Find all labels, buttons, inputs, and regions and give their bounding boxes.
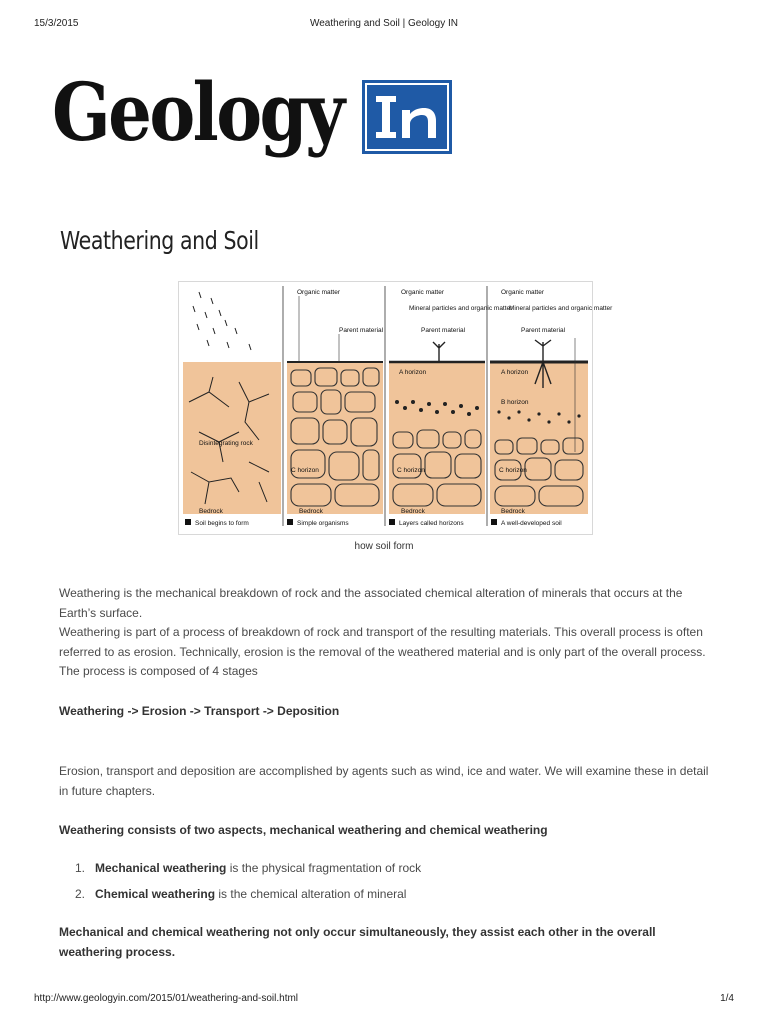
paragraph-agents: Erosion, transport and deposition are accomplished by agents such as wind, ice and water. We will examine these in detail in future chapters. xyxy=(59,764,709,798)
logo-in-badge xyxy=(362,80,452,154)
figure-panel-4-label-mineral-particles: Mineral particles and organic matter xyxy=(509,305,613,312)
soil-formation-figure xyxy=(178,281,613,535)
figure-panel-4-label-a-horizon: A horizon xyxy=(501,369,529,376)
soil-formation-diagram xyxy=(179,282,613,534)
list-number: 2. xyxy=(75,887,86,901)
figure-panel-4-label-parent-material: Parent material xyxy=(521,327,566,334)
post-title: Weathering and Soil xyxy=(60,226,259,255)
print-header xyxy=(34,18,734,32)
figure-caption: how soil form xyxy=(354,541,414,552)
figure-panel-2-label-c-horizon: C horizon xyxy=(291,467,319,474)
figure-panel-4-label-organic-matter: Organic matter xyxy=(501,289,544,296)
print-url[interactable]: http://www.geologyin.com/2015/01/weathering-and-soil.html xyxy=(34,993,299,1004)
list-term: Mechanical weathering xyxy=(95,861,227,875)
print-date: 15/3/2015 xyxy=(34,18,79,29)
paragraph-definition: Weathering is the mechanical breakdown of rock and the associated chemical alteration of minerals that occurs at the Earth’s surface. xyxy=(59,586,683,620)
figure-panel-2-label-organic-matter: Organic matter xyxy=(297,289,340,296)
list-term: Chemical weathering xyxy=(95,887,216,901)
list-item xyxy=(59,859,711,885)
print-page-number: 1/4 xyxy=(720,993,734,1004)
logo-wordmark: Geology xyxy=(52,65,343,159)
list-number: 1. xyxy=(75,861,86,875)
print-footer xyxy=(34,993,734,1007)
conclusion-paragraph: Mechanical and chemical weathering not only occur simultaneously, they assist each other in the overall weathering process. xyxy=(59,925,656,959)
figure-panel-1-label-disintegrating-rock: Disintegrating rock xyxy=(199,440,253,447)
figure-panel-3-label-bedrock: Bedrock xyxy=(401,508,425,515)
paragraph-process: Weathering is part of a process of breakdown of rock and transport of the resulting materials. This overall process is often referred to as erosion. Technically, erosion is the removal of the weathered material and is only part of the overall process. The process is composed of 4 stages xyxy=(59,625,706,678)
figure-panel-3-label-a-horizon: A horizon xyxy=(399,369,427,376)
figure-panel-3-label-parent-material: Parent material xyxy=(421,327,466,334)
figure-panel-4-label-c-horizon: C horizon xyxy=(499,467,527,474)
list-text: is the chemical alteration of mineral xyxy=(215,887,407,901)
list-text: is the physical fragmentation of rock xyxy=(226,861,422,875)
figure-panel-2-caption: Simple organisms xyxy=(297,520,349,527)
figure-panel-3-label-organic-matter: Organic matter xyxy=(401,289,444,296)
figure-panel-2-label-bedrock: Bedrock xyxy=(299,508,323,515)
figure-panel-1-caption: Soil begins to form xyxy=(195,520,249,527)
figure-panel-1-label-bedrock: Bedrock xyxy=(199,508,223,515)
figure-panel-3-caption: Layers called horizons xyxy=(399,520,464,527)
stages-line: Weathering -> Erosion -> Transport -> Deposition xyxy=(59,704,340,718)
figure-panel-3-label-mineral-particles: Mineral particles and organic matter xyxy=(409,305,513,312)
aspects-heading: Weathering consists of two aspects, mechanical weathering and chemical weathering xyxy=(59,823,548,837)
figure-panel-4-label-bedrock: Bedrock xyxy=(501,508,525,515)
weathering-types-list xyxy=(59,859,711,911)
figure-panel-3-label-c-horizon: C horizon xyxy=(397,467,425,474)
figure-panel-4-caption: A well-developed soil xyxy=(501,520,562,527)
figure-panel-4-label-b-horizon: B horizon xyxy=(501,399,529,406)
figure-panel-2-label-parent-material: Parent material xyxy=(339,327,384,334)
print-page-title: Weathering and Soil | Geology IN xyxy=(309,18,459,29)
list-item xyxy=(59,885,711,911)
